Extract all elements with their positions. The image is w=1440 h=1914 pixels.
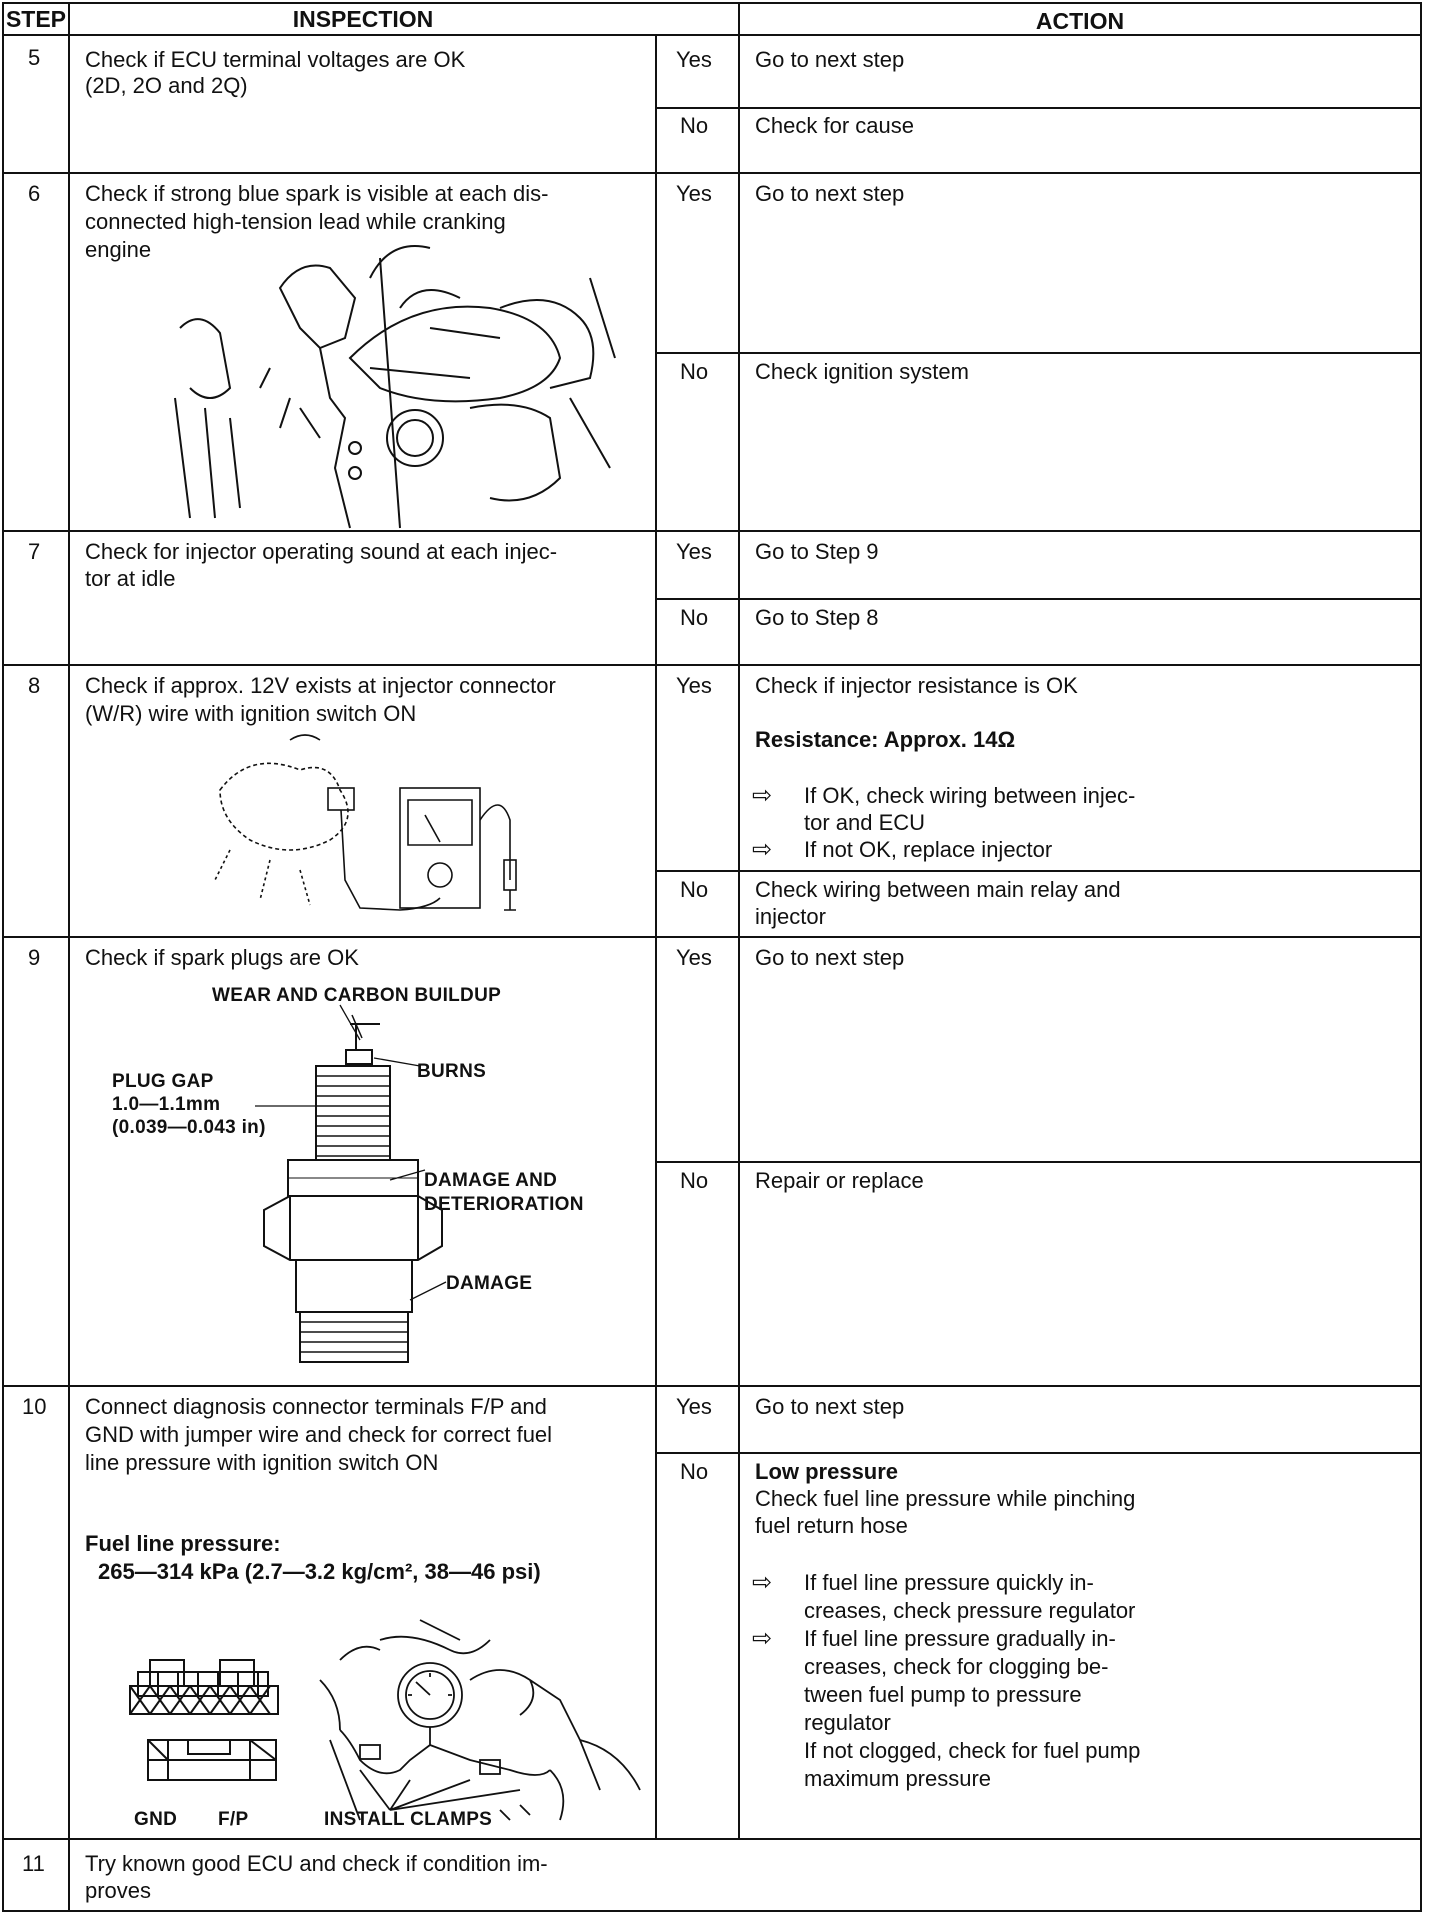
no-label: No — [680, 605, 709, 630]
yes-action: Check if injector resistance is OK — [755, 673, 1078, 698]
if-not-ok-text: If not OK, replace injector — [804, 837, 1053, 862]
label-damage: DAMAGE — [446, 1273, 533, 1294]
spark-test-illustration — [170, 238, 620, 528]
no-action: fuel return hose — [755, 1513, 908, 1538]
step-number: 5 — [28, 45, 41, 70]
label-damage-det: DETERIORATION — [424, 1194, 584, 1215]
no-label: No — [680, 877, 709, 902]
inspection-text: Try known good ECU and check if condition im- — [85, 1851, 548, 1876]
low-pressure-heading: Low pressure — [755, 1459, 899, 1484]
yes-label: Yes — [676, 945, 712, 970]
yes-action: Go to next step — [755, 181, 905, 206]
inspection-text: Check if strong blue spark is visible at each dis- — [85, 181, 549, 206]
gradual-increase-text: If fuel line pressure gradually in- — [804, 1626, 1116, 1651]
header-step: STEP — [5, 6, 67, 32]
inspection-text: Check if approx. 12V exists at injector connector — [85, 673, 556, 698]
inspection-text: line pressure with ignition switch ON — [85, 1450, 439, 1475]
yes-label: Yes — [676, 673, 712, 698]
step-number: 9 — [28, 945, 41, 970]
quick-increase-text: creases, check pressure regulator — [804, 1598, 1136, 1623]
resistance-spec: Resistance: Approx. 14Ω — [755, 727, 1016, 752]
inspection-text: Check for injector operating sound at each injec- — [85, 539, 558, 564]
yes-label: Yes — [676, 1394, 712, 1419]
label-gap: PLUG GAP — [112, 1071, 214, 1092]
arrow-icon: ⇨ — [752, 836, 773, 863]
label-wear: WEAR AND CARBON BUILDUP — [212, 985, 502, 1006]
inspection-text: Check if spark plugs are OK — [85, 945, 359, 970]
gradual-increase-text: tween fuel pump to pressure — [804, 1682, 1082, 1707]
no-label: No — [680, 1168, 709, 1193]
header-inspection: INSPECTION — [292, 6, 434, 32]
inspection-text: proves — [85, 1878, 152, 1903]
no-action: Repair or replace — [755, 1168, 924, 1193]
no-action: Check wiring between main relay and — [755, 877, 1121, 902]
gradual-increase-text: maximum pressure — [804, 1766, 992, 1791]
no-label: No — [680, 359, 709, 384]
label-gap: 1.0—1.1mm — [112, 1094, 221, 1115]
arrow-icon: ⇨ — [752, 782, 773, 809]
yes-label: Yes — [676, 181, 712, 206]
label-gap: (0.039—0.043 in) — [112, 1117, 266, 1138]
if-ok-text: tor and ECU — [804, 810, 926, 835]
yes-action: Go to next step — [755, 945, 905, 970]
if-ok-text: If OK, check wiring between injec- — [804, 783, 1136, 808]
inspection-text: Check if ECU terminal voltages are OK — [85, 47, 466, 72]
arrow-icon: ⇨ — [752, 1569, 773, 1596]
yes-action: Go to next step — [755, 47, 905, 72]
yes-action: Go to next step — [755, 1394, 905, 1419]
gradual-increase-text: creases, check for clogging be- — [804, 1654, 1109, 1679]
label-install-clamps: INSTALL CLAMPS — [324, 1809, 493, 1830]
no-label: No — [680, 1459, 709, 1484]
inspection-text: (2D, 2O and 2Q) — [85, 73, 248, 98]
step-number: 8 — [28, 673, 41, 698]
inspection-text: engine — [85, 237, 152, 262]
inspection-text: Connect diagnosis connector terminals F/P and — [85, 1394, 547, 1419]
voltage-test-illustration — [210, 730, 530, 925]
no-action: Check ignition system — [755, 359, 969, 384]
fuel-gauge-illustration — [320, 1620, 650, 1830]
pressure-value: 265—314 kPa (2.7—3.2 kg/cm², 38—46 psi) — [98, 1559, 541, 1584]
quick-increase-text: If fuel line pressure quickly in- — [804, 1570, 1094, 1595]
inspection-text: (W/R) wire with ignition switch ON — [85, 701, 417, 726]
no-label: No — [680, 113, 709, 138]
inspection-text: tor at idle — [85, 566, 176, 591]
no-action: Check for cause — [755, 113, 914, 138]
gradual-increase-text: If not clogged, check for fuel pump — [804, 1738, 1141, 1763]
header-action: ACTION — [1035, 8, 1125, 34]
diagnosis-connector-illustration — [130, 1650, 290, 1810]
yes-label: Yes — [676, 47, 712, 72]
no-action: Check fuel line pressure while pinching — [755, 1486, 1136, 1511]
inspection-text: connected high-tension lead while cranking — [85, 209, 506, 234]
pressure-label: Fuel line pressure: — [85, 1531, 281, 1556]
step-number: 7 — [28, 539, 41, 564]
step-number: 11 — [22, 1851, 45, 1876]
label-burns: BURNS — [417, 1061, 487, 1082]
no-action: Go to Step 8 — [755, 605, 879, 630]
yes-action: Go to Step 9 — [755, 539, 879, 564]
spark-plug-illustration — [260, 1010, 470, 1370]
label-fp: F/P — [218, 1809, 249, 1830]
no-action: injector — [755, 904, 826, 929]
yes-label: Yes — [676, 539, 712, 564]
inspection-text: GND with jumper wire and check for correct fuel — [85, 1422, 553, 1447]
gradual-increase-text: regulator — [804, 1710, 891, 1735]
arrow-icon: ⇨ — [752, 1625, 773, 1652]
label-damage-det: DAMAGE AND — [424, 1170, 558, 1191]
label-gnd: GND — [134, 1809, 178, 1830]
step-number: 6 — [28, 181, 41, 206]
step-number: 10 — [22, 1394, 47, 1419]
